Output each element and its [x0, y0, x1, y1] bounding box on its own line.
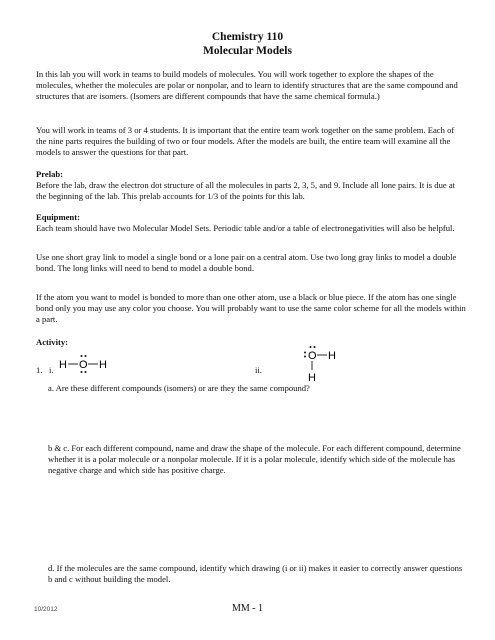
molecule-ii-right-atom: H [328, 350, 336, 362]
molecule-ii-label: ii. [255, 365, 262, 375]
molecule-i-structure [57, 349, 117, 379]
molecule-i-top-lone-pair [81, 355, 87, 357]
question-bc: b & c. For each different compound, name and draw the shape of the molecule. For each different compound, determine whether it is a polar molecule or a nonpolar molecule. If it is a polar molecule, identify which side of the molecule has negative charge and which side has positive charge. [48, 443, 461, 476]
equipment-text: Each team should have two Molecular Model Sets. Periodic table and/or a table of electronegativities will also be helpful. [36, 223, 455, 233]
molecule-i-label: i. [49, 365, 54, 375]
question-a: a. Are these different compounds (isomers) or are they the same compound? [48, 383, 310, 393]
intro-paragraph-1: In this lab you will work in teams to build models of molecules. You will work together to explore the shapes of the molecules, whether the molecules are polar or nonpolar, and to learn to identify structures that are the same compound and structures that are isomers. (Isomers are different compounds that have the same chemical formula.) [36, 69, 458, 102]
question-d: d. If the molecules are the same compound, identify which drawing (i or ii) makes it easier to correctly answer questions b and c without building the model. [48, 563, 463, 585]
prelab-text: Before the lab, draw the electron dot structure of all the molecules in parts 2, 3, 5, and 9. Include all lone pairs. It is due at the beginning of the lab. This prelab accounts for 1/3 of the points for this lab. [36, 180, 456, 202]
molecule-i-center-atom: O [79, 359, 88, 371]
molecule-i-right-atom: H [99, 359, 107, 371]
page-title: Chemistry 110 [211, 31, 284, 43]
instruction-paragraph-1: Use one short gray link to model a single bond or a lone pair on a central atom. Use two long gray links to model a double bond. The long links will need to bend to model a double bond. [36, 252, 457, 274]
question-number: 1. [36, 365, 43, 375]
footer-page-number: MM - 1 [231, 603, 264, 614]
molecule-i-bottom-lone-pair [81, 371, 87, 373]
intro-paragraph-2: You will work in teams of 3 or 4 students. It is important that the entire team work together on the same problem. Each of the nine parts requires the building of two or four models. After the models are built, the entire team will examine all the models to answer the questions for that part. [36, 125, 455, 158]
molecule-ii-bottom-atom: H [308, 372, 316, 384]
activity-heading: Activity: [36, 337, 68, 347]
molecule-ii-left-lone-pair [304, 352, 306, 358]
molecule-ii-structure [302, 340, 352, 384]
footer-date: 10/2012 [34, 606, 58, 613]
molecule-ii-top-lone-pair [310, 346, 316, 348]
prelab-heading: Prelab: [36, 169, 64, 179]
equipment-heading: Equipment: [36, 212, 80, 222]
page-subtitle: Molecular Models [203, 45, 292, 57]
molecule-ii-center-atom: O [308, 350, 317, 362]
molecule-i-left-atom: H [59, 359, 67, 371]
instruction-paragraph-2: If the atom you want to model is bonded to more than one other atom, use a black or blue piece. If the atom has one single bond only you may use any color you choose. You will probably want to use the same color scheme for all the models within a part. [36, 292, 466, 325]
